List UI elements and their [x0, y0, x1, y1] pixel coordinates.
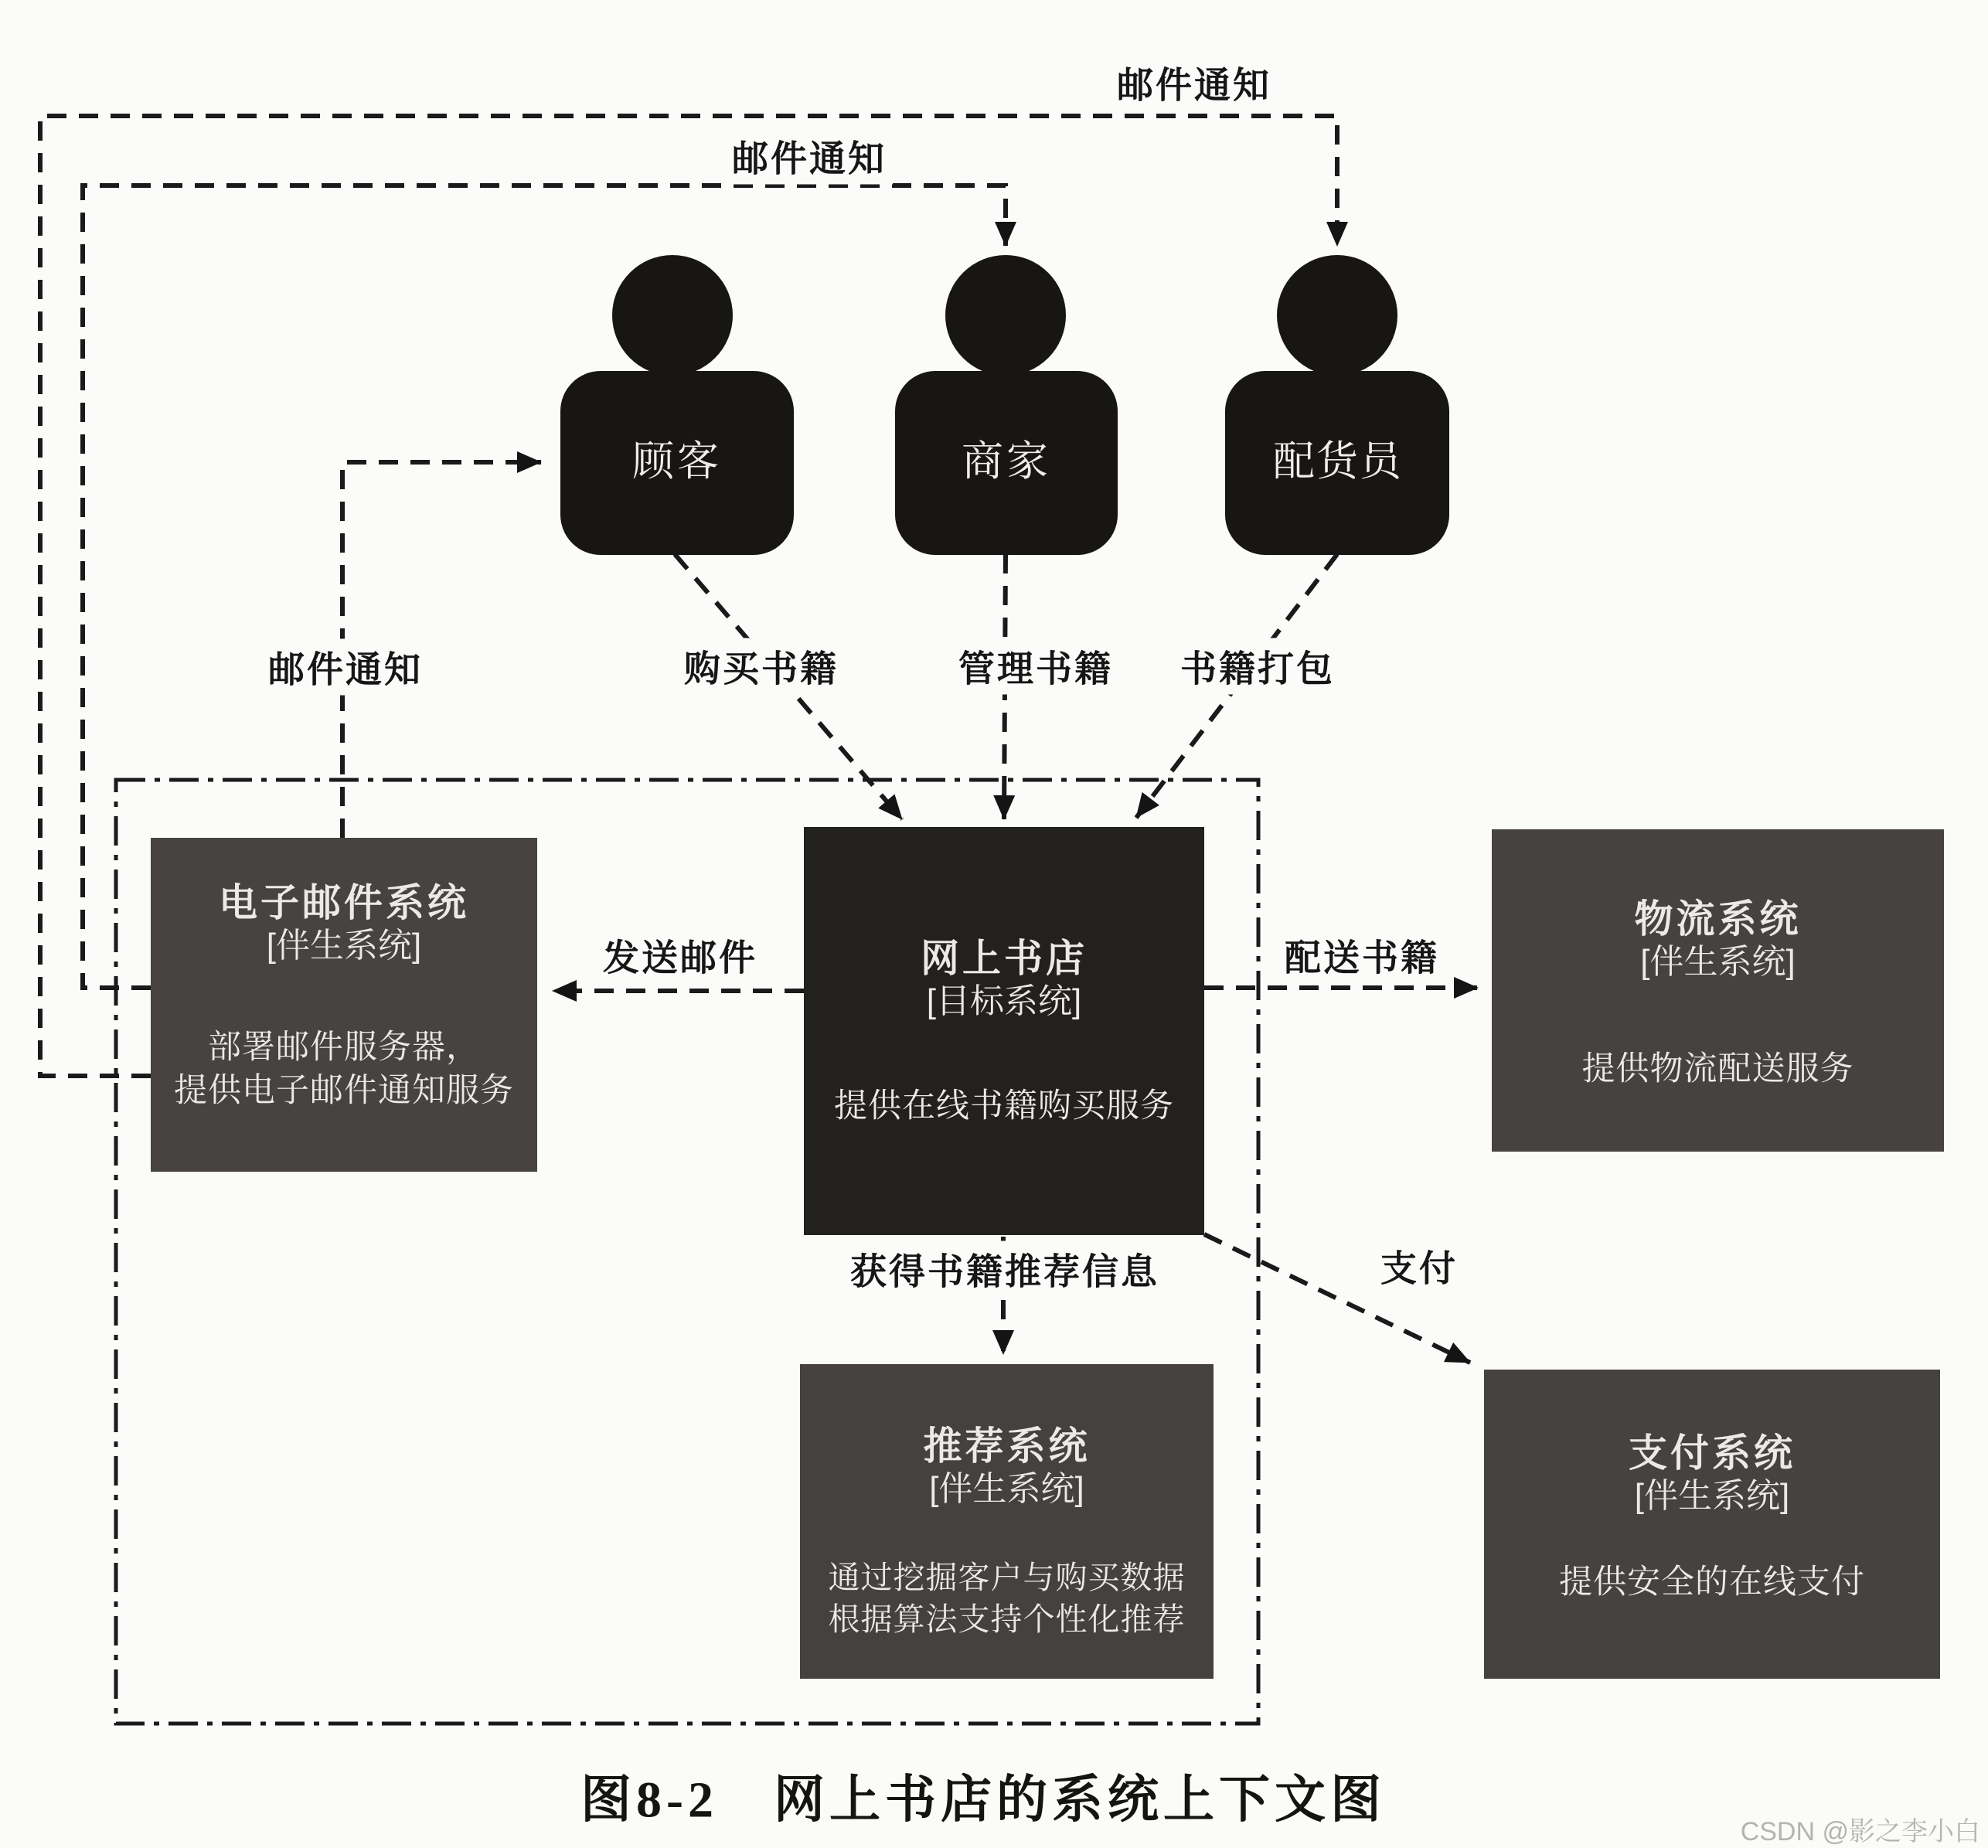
logistics-title: 物流系统: [1634, 897, 1802, 941]
actor-courier-head-icon: [1277, 255, 1397, 376]
figure-caption: 图8-2 网上书店的系统上下文图: [580, 1771, 1386, 1829]
bookstore-subtitle: [目标系统]: [926, 982, 1082, 1020]
flow-label-send-email: 发送邮件: [597, 927, 764, 984]
payment-subtitle: [伴生系统]: [1634, 1476, 1790, 1515]
email-system-desc-2: 提供电子邮件通知服务: [174, 1072, 514, 1110]
recommendation-system-box: [800, 1364, 1214, 1679]
flow-label-pay: 支付: [1374, 1238, 1464, 1295]
watermark: CSDN @影之李小白: [1740, 1817, 1980, 1846]
bookstore-title: 网上书店: [921, 937, 1088, 980]
bookstore-system-box: [804, 827, 1204, 1235]
flow-label-manage-books: 管理书籍: [952, 638, 1119, 695]
bookstore-desc-1: 提供在线书籍购买服务: [834, 1087, 1174, 1125]
email-system-subtitle: [伴生系统]: [266, 926, 422, 965]
logistics-desc-1: 提供物流配送服务: [1581, 1050, 1854, 1088]
actor-merchant: [895, 255, 1118, 555]
actor-merchant-head-icon: [945, 255, 1066, 376]
flow-label-email-notice-customer: 邮件通知: [262, 639, 429, 696]
email-system-title: 电子邮件系统: [219, 881, 469, 924]
actor-courier: [1225, 255, 1449, 555]
recommendation-title: 推荐系统: [923, 1424, 1091, 1468]
actor-merchant-label: 商家: [962, 438, 1051, 485]
logistics-subtitle: [伴生系统]: [1640, 942, 1796, 981]
actor-customer: [560, 255, 794, 555]
flow-label-email-notice-courier: 邮件通知: [1111, 55, 1278, 111]
recommendation-subtitle: [伴生系统]: [929, 1469, 1084, 1508]
recommendation-desc-1: 通过挖掘客户与购买数据: [828, 1560, 1186, 1596]
actor-courier-label: 配货员: [1273, 438, 1403, 485]
recommendation-desc-2: 根据算法支持个性化推荐: [828, 1601, 1186, 1637]
email-system-desc-1: 部署邮件服务器，: [208, 1029, 480, 1067]
flow-label-email-notice-merchant: 邮件通知: [726, 128, 893, 185]
payment-system-box: [1484, 1370, 1940, 1679]
payment-title: 支付系统: [1629, 1431, 1796, 1475]
payment-desc-1: 提供安全的在线支付: [1559, 1564, 1865, 1601]
flow-label-buy-books: 购买书籍: [678, 638, 845, 695]
flow-label-deliver-books: 配送书籍: [1278, 927, 1445, 984]
logistics-system-box: [1492, 829, 1944, 1152]
flow-label-get-recommendations: 获得书籍推荐信息: [844, 1241, 1166, 1298]
email-system-box: [151, 838, 537, 1172]
actor-customer-label: 顾客: [632, 438, 722, 485]
actor-customer-head-icon: [612, 255, 733, 376]
flow-label-pack-books: 书籍打包: [1174, 638, 1341, 695]
